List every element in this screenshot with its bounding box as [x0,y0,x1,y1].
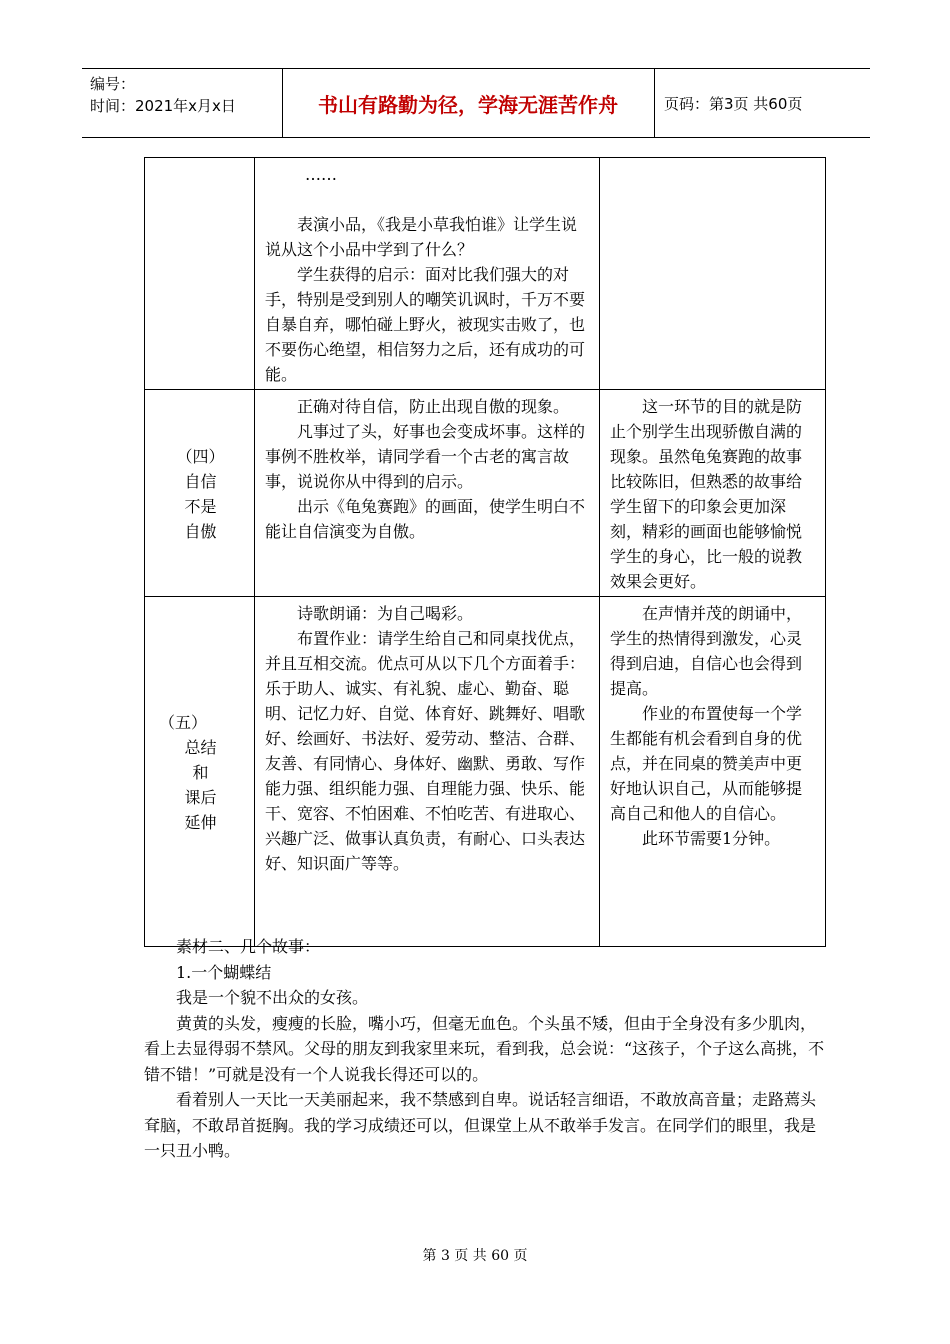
content-cell [255,158,600,390]
note-paragraph: 此环节需要1分钟。 [642,829,781,848]
stage-title: 总结 [184,738,217,757]
stage-cell [145,158,255,390]
story-paragraph: 我是一个貌不出众的女孩。 [176,988,369,1007]
table-row [145,390,826,597]
header-page-label: 页码：第3页 共60页 [664,95,803,113]
header-meta [90,73,236,117]
stage-title: 延伸 [184,813,217,832]
stage-cell [145,597,255,947]
stage-number: （五） [159,713,208,732]
story-section [144,934,825,1164]
content-paragraph: 正确对待自信，防止出现自傲的现象。 [297,397,570,416]
content-paragraph: 表演小品，《我是小草我怕谁》让学生说说从这个小品中学到了什么？ [265,215,578,259]
content-cell [255,390,600,597]
content-paragraph: 布置作业：请学生给自己和同桌找优点，并且互相交流。优点可从以下几个方面着手：乐于助人、诚实、有礼貌、虚心、勤奋、聪明、记忆力好、自觉、体育好、跳舞好、唱歌好、绘画好、书法好、爱劳动、整洁、合群、友善、有同情心、身体好、幽默、勇敢、写作能力强、组织能力强、自理能力强、快乐、能干、宽容、不怕困难、不怕吃苦、有进取心、兴趣广泛、做事认真负责，有耐心、口头表达好、知识面广等等。 [265,629,586,873]
header-divider [282,69,283,137]
stage-title: 和 [192,763,209,782]
note-paragraph: 这一环节的目的就是防止个别学生出现骄傲自满的现象。虽然龟兔赛跑的故事比较陈旧，但熟悉的故事给学生留下的印象会更加深刻，精彩的画面也能够愉悦学生的身心，比一般的说教效果会更好。 [610,397,803,591]
story-title: 1.一个蝴蝶结 [176,962,272,982]
story-paragraph: 黄黄的头发，瘦瘦的长脸，嘴小巧，但毫无血色。个头虽不矮，但由于全身没有多少肌肉，看上去显得弱不禁风。父母的朋友到我家里来玩，看到我，总会说：“这孩子，个子这么高挑，不错不错！”可就是没有一个人说我长得还可以的。 [144,1013,825,1084]
content-paragraph: 凡事过了头，好事也会变成坏事。这样的事例不胜枚举，请同学看一个古老的寓言故事，说说你从中得到的启示。 [265,422,586,491]
page-header [82,68,870,138]
stage-title: 课后 [184,788,217,807]
stage-cell [145,390,255,597]
table-row [145,597,826,947]
stage-title: 自傲 [184,522,217,541]
stage-number: （四） [176,447,225,466]
note-paragraph: 作业的布置使每一个学生都能有机会看到自身的优点，并在同桌的赞美声中更好地认识自己，从而能够提高自己和他人的自信心。 [610,704,803,823]
content-paragraph: 学生获得的启示：面对比我们强大的对手，特别是受到别人的嘲笑讥讽时，千万不要自暴自弃，哪怕碰上野火，被现实击败了，也不要伤心绝望，相信努力之后，还有成功的可能。 [265,265,586,384]
section-heading: 素材二、几个故事： [176,937,321,956]
header-number: 编号： [90,75,136,93]
ellipsis: …… [305,165,337,184]
note-paragraph: 在声情并茂的朗诵中，学生的热情得到激发，心灵得到启迪，自信心也会得到提高。 [610,604,803,698]
content-cell [255,597,600,947]
page-footer: 第 3 页 共 60 页 [422,1248,528,1264]
header-divider [654,69,655,137]
content-paragraph: 诗歌朗诵：为自己喝彩。 [297,604,474,623]
story-paragraph: 看着别人一天比一天美丽起来，我不禁感到自卑。说话轻言细语，不敢放高音量；走路蔫头耷脑，不敢昂首挺胸。我的学习成绩还可以，但课堂上从不敢举手发言。在同学们的眼里，我是一只丑小鸭。 [144,1090,817,1160]
header-motto: 书山有路勤为径，学海无涯苦作舟 [318,93,618,117]
content-paragraph: 出示《龟兔赛跑》的画面，使学生明白不能让自信演变为自傲。 [265,497,586,541]
note-cell [600,390,826,597]
note-cell [600,158,826,390]
table-row [145,158,826,390]
header-time: 时间：2021年x月x日 [90,97,236,115]
note-cell [600,597,826,947]
stage-title: 不是 [184,497,217,516]
stage-title: 自信 [184,472,217,491]
lesson-table [144,157,826,947]
